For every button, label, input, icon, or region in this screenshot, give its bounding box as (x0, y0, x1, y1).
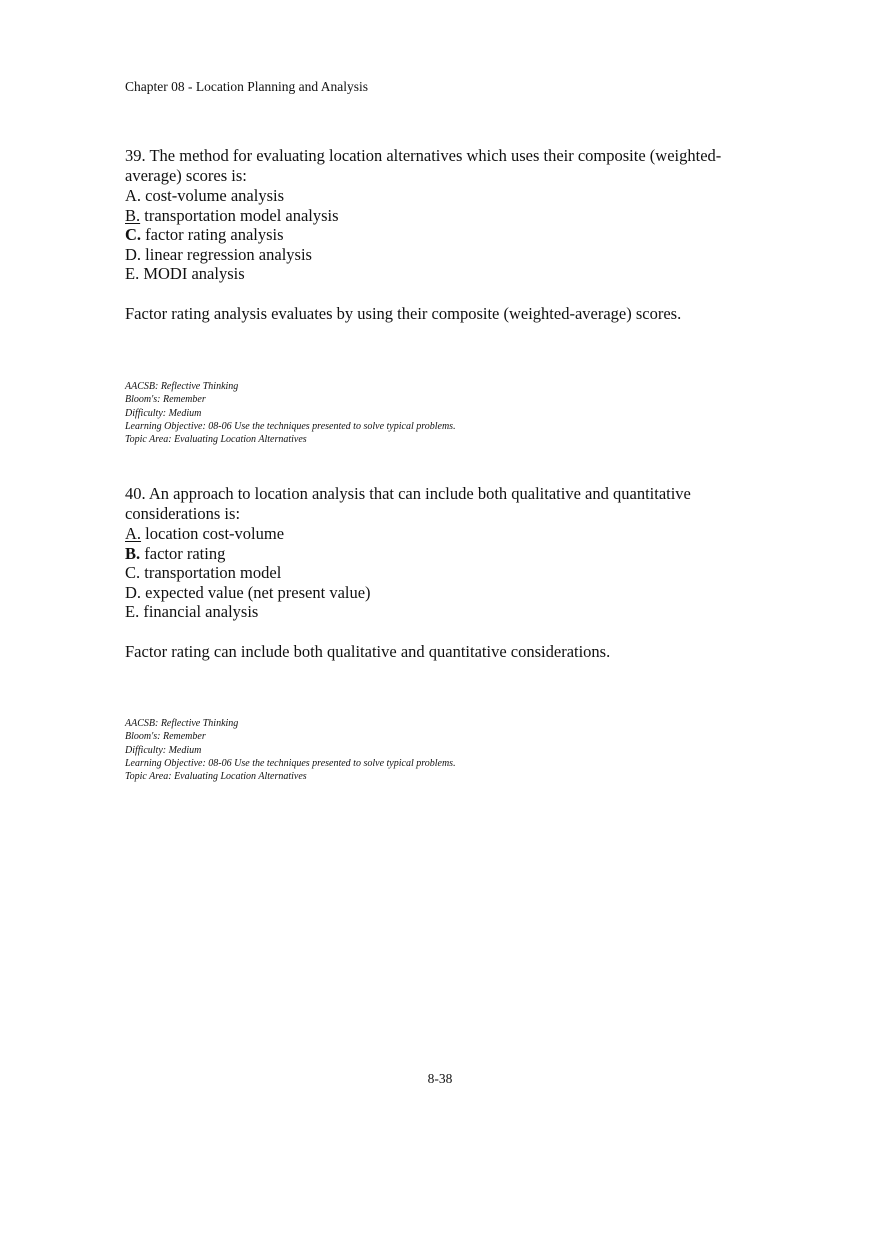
option-letter: A. (125, 524, 142, 543)
option-letter: D. (125, 582, 142, 602)
option-a (125, 524, 765, 544)
option-text: expected value (net present value) (145, 582, 371, 602)
option-b (125, 544, 765, 564)
option-c (125, 563, 765, 583)
question-stem: 40. An approach to location analysis that can include both qualitative and quantitative considerations is: (125, 484, 691, 523)
answer-options (125, 524, 765, 622)
meta-aacsb: AACSB: Reflective Thinking (125, 381, 239, 392)
option-letter: B. (125, 205, 141, 225)
option-text: transportation model (144, 563, 282, 582)
meta-difficulty: Difficulty: Medium (125, 744, 202, 756)
question-40 (125, 484, 765, 662)
option-letter: E. (125, 602, 140, 621)
option-text: factor rating analysis (145, 225, 284, 244)
option-letter: C. (125, 563, 141, 582)
option-letter: B. (125, 543, 141, 563)
option-b (125, 206, 765, 226)
option-text: factor rating (144, 543, 226, 563)
meta-blooms: Bloom's: Remember (125, 394, 206, 406)
meta-learning-objective: Learning Objective: 08-06 Use the techniques presented to solve typical problems. (125, 420, 456, 432)
option-text: MODI analysis (143, 264, 245, 283)
meta-difficulty: Difficulty: Medium (125, 407, 202, 419)
meta-blooms: Bloom's: Remember (125, 731, 206, 743)
option-text: linear regression analysis (145, 244, 312, 264)
option-letter: D. (125, 244, 142, 264)
meta-topic-area: Topic Area: Evaluating Location Alternatives (125, 771, 307, 783)
option-e (125, 264, 765, 284)
option-d (125, 583, 765, 603)
answer-options (125, 186, 765, 284)
answer-explanation: Factor rating analysis evaluates by using their composite (weighted-average) scores. (125, 303, 682, 323)
page-number: 8-38 (427, 1071, 453, 1086)
option-text: transportation model analysis (144, 205, 339, 225)
option-text: location cost-volume (145, 524, 285, 543)
meta-aacsb: AACSB: Reflective Thinking (125, 718, 239, 729)
option-text: cost-volume analysis (145, 186, 285, 205)
option-e (125, 602, 765, 622)
question-39 (125, 146, 765, 324)
option-letter: C. (125, 225, 142, 244)
option-a (125, 186, 765, 206)
option-d (125, 245, 765, 265)
meta-learning-objective: Learning Objective: 08-06 Use the techniques presented to solve typical problems. (125, 757, 456, 769)
question-stem: 39. The method for evaluating location alternatives which uses their composite (weighted-average) scores is: (125, 146, 722, 185)
option-text: financial analysis (143, 602, 259, 621)
meta-topic-area: Topic Area: Evaluating Location Alternatives (125, 434, 307, 446)
option-letter: E. (125, 264, 140, 283)
answer-explanation: Factor rating can include both qualitative and quantitative considerations. (125, 641, 611, 661)
question-metadata (125, 380, 456, 446)
chapter-header: Chapter 08 - Location Planning and Analysis (125, 79, 368, 94)
question-metadata (125, 717, 456, 783)
option-c (125, 225, 765, 245)
option-letter: A. (125, 186, 142, 205)
